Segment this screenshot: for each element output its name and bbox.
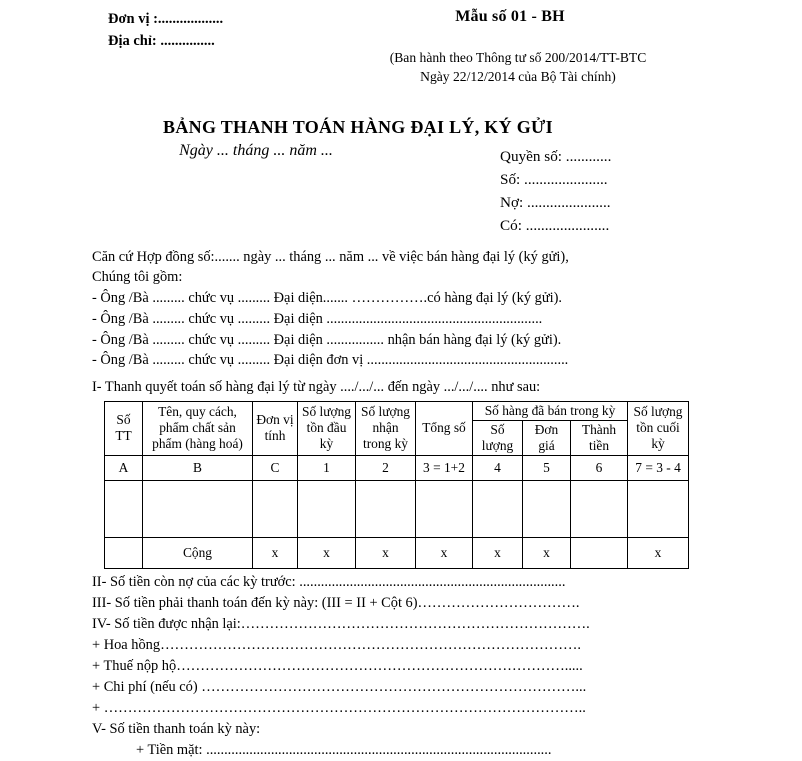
issue-note-line2: Ngày 22/12/2014 của Bộ Tài chính) — [420, 69, 616, 85]
code-cell-7: 7 = 3 - 4 — [628, 455, 689, 480]
code-cell-2: 2 — [356, 455, 416, 480]
page-title: BẢNG THANH TOÁN HÀNG ĐẠI LÝ, KÝ GỬI — [163, 116, 553, 137]
party-line-2: - Ông /Bà ......... chức vụ ......... Đại diện ............................................................ — [92, 310, 543, 327]
cell-unit[interactable] — [253, 480, 298, 537]
footer-item-tax: + Thuế nộp hộ………………………………………………………………………..... — [92, 658, 583, 675]
col-header-qty-close: Số lượng tồn cuối kỳ — [628, 401, 689, 455]
credit-field: Có: ...................... — [500, 216, 610, 234]
unit-info-block — [0, 8, 330, 87]
col-header-sold-price: Đơn giá — [523, 420, 571, 455]
unit-label: Đơn vị :.................. — [108, 11, 224, 27]
settlement-table — [104, 401, 689, 569]
cell-product[interactable] — [143, 480, 253, 537]
cell-sold-amount[interactable] — [571, 480, 628, 537]
code-cell-a: A — [105, 455, 143, 480]
document-header — [0, 0, 802, 87]
col-header-product: Tên, quy cách, phẩm chất sản phẩm (hàng hoá) — [143, 401, 253, 455]
table-header-row-1 — [105, 401, 689, 420]
code-cell-6: 6 — [571, 455, 628, 480]
cell-sold-qty[interactable] — [473, 480, 523, 537]
debit-field: Nợ: ...................... — [500, 193, 611, 211]
code-cell-c: C — [253, 455, 298, 480]
section-v-heading: V- Số tiền thanh toán kỳ này: — [92, 721, 261, 738]
table-row[interactable] — [105, 480, 689, 537]
table-total-row — [105, 537, 689, 568]
code-cell-1: 1 — [298, 455, 356, 480]
party-line-3: - Ông /Bà ......... chức vụ ......... Đại diện ................ nhận bán hàng đại lý (ký gửi). — [92, 331, 562, 348]
total-cell-qty-close: x — [628, 537, 689, 568]
total-row-label: Cộng — [143, 537, 253, 568]
cell-total[interactable] — [416, 480, 473, 537]
col-header-sold-group: Số hàng đã bán trong kỳ — [473, 401, 628, 420]
col-header-sold-qty: Số lượng — [473, 420, 523, 455]
document-date: Ngày ... tháng ... năm ... — [179, 141, 333, 159]
footer-item-commission: + Hoa hồng……………………………………………………………………………. — [92, 637, 581, 654]
col-header-qty-received: Số lượng nhận trong kỳ — [356, 401, 416, 455]
cell-qty-open[interactable] — [298, 480, 356, 537]
section-iv-line: IV- Số tiền được nhận lại:………………………………………………………………. — [92, 616, 590, 633]
reference-fields — [500, 145, 611, 237]
party-line-1: - Ông /Bà ......... chức vụ ......... Đại diện....... …………….có hàng đại lý (ký gửi). — [92, 290, 563, 307]
total-cell-sold-amount — [571, 537, 628, 568]
number-field: Số: ...................... — [500, 170, 608, 188]
code-cell-5: 5 — [523, 455, 571, 480]
footer-block — [0, 572, 802, 761]
address-label: Địa chỉ: ............... — [108, 33, 215, 50]
we-include-line: Chúng tôi gồm: — [92, 269, 183, 286]
total-cell-qty-open: x — [298, 537, 356, 568]
section-ii-line: II- Số tiền còn nợ của các kỳ trước: .......................................................................... — [92, 573, 566, 590]
total-cell-unit: x — [253, 537, 298, 568]
cell-stt[interactable] — [105, 480, 143, 537]
section-i-heading: I- Thanh quyết toán số hàng đại lý từ ngày ..../.../... đến ngày .../.../.... như sau: — [92, 379, 541, 395]
code-cell-b: B — [143, 455, 253, 480]
contract-line: Căn cứ Hợp đồng số:....... ngày ... tháng ... năm ... về việc bán hàng đại lý (ký gửi), — [92, 248, 569, 265]
code-cell-4: 4 — [473, 455, 523, 480]
cell-sold-price[interactable] — [523, 480, 571, 537]
footer-item-expense: + Chi phí (nếu có) ……………………………………………………………………... — [92, 679, 587, 696]
book-number-field: Quyền số: ............ — [500, 147, 612, 165]
total-cell-qty-received: x — [356, 537, 416, 568]
form-code: Mẫu số 01 - BH — [455, 8, 565, 25]
body-block — [0, 247, 802, 398]
code-cell-3: 3 = 1+2 — [416, 455, 473, 480]
cell-qty-close[interactable] — [628, 480, 689, 537]
total-cell-stt — [105, 537, 143, 568]
total-cell-sold-price: x — [523, 537, 571, 568]
col-header-total: Tổng số — [416, 401, 473, 455]
cash-payment-line: + Tiền mặt: ................................................................................................ — [136, 742, 552, 759]
col-header-sold-amount: Thành tiền — [571, 420, 628, 455]
col-header-unit: Đơn vị tính — [253, 401, 298, 455]
table-code-row — [105, 455, 689, 480]
party-line-4: - Ông /Bà ......... chức vụ ......... Đại diện đơn vị ........................................................ — [92, 352, 569, 369]
issue-note-line1: (Ban hành theo Thông tư số 200/2014/TT-BTC — [389, 50, 647, 65]
col-header-stt: Số TT — [105, 401, 143, 455]
total-cell-sold-qty: x — [473, 537, 523, 568]
form-code-block — [330, 8, 802, 87]
issue-note — [330, 48, 690, 87]
title-block — [0, 117, 802, 235]
footer-item-blank: + ……………………………………………………………………………………….. — [92, 700, 586, 717]
section-iii-line: III- Số tiền phải thanh toán đến kỳ này: (III = II + Cột 6)……………………………. — [92, 595, 580, 611]
settlement-table-wrap — [0, 401, 802, 569]
cell-qty-received[interactable] — [356, 480, 416, 537]
col-header-qty-open: Số lượng tồn đầu kỳ — [298, 401, 356, 455]
total-cell-total: x — [416, 537, 473, 568]
